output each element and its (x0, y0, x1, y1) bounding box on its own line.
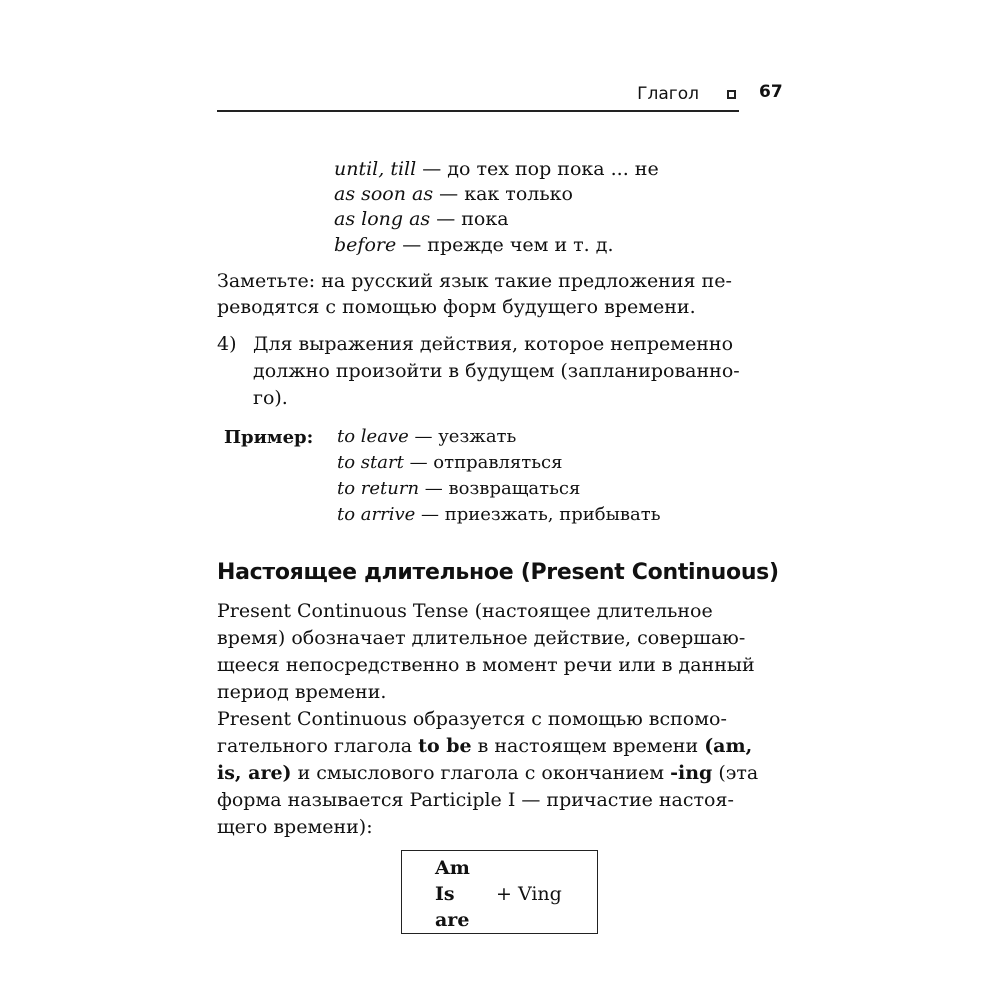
text-run: гательного глагола (217, 735, 419, 757)
example-item (337, 450, 562, 476)
paragraph-line: Present Continuous Tense (настоящее длительное (217, 600, 713, 622)
paragraph-line (217, 733, 752, 759)
running-title: Глагол (637, 84, 699, 104)
example-ru: — приезжать, прибывать (415, 504, 661, 525)
conjunction-item (334, 181, 573, 207)
square-bullet-icon (727, 90, 736, 99)
term-bold: to be (418, 735, 472, 757)
term-bold: (am, (704, 735, 753, 757)
example-item (337, 476, 580, 502)
paragraph-line: Present Continuous образуется с помощью вспомо- (217, 708, 727, 730)
point4-line: го). (253, 387, 288, 409)
section-heading: Настоящее длительное (Present Continuous) (217, 560, 779, 585)
term-bold: -ing (670, 762, 713, 784)
text-run: (эта (712, 762, 759, 784)
paragraph-line (217, 760, 758, 786)
example-label: Пример: (224, 427, 314, 448)
text-run: и смыслового глагола с окончанием (291, 762, 671, 784)
paragraph-line: форма называется Participle I — причастие настоя- (217, 789, 734, 811)
conjunction-en: until, till (334, 158, 417, 180)
conjunction-ru: — прежде чем и т. д. (396, 234, 614, 256)
formula-form: Is (435, 883, 455, 905)
point4-line: Для выражения действия, которое непременно (253, 333, 734, 355)
conjunction-item (334, 206, 509, 232)
example-ru: — уезжать (408, 426, 517, 447)
example-en: to arrive (337, 504, 416, 525)
formula-form: are (435, 909, 470, 931)
conjunction-ru: — как только (433, 183, 573, 205)
paragraph-line: щего времени): (217, 816, 373, 838)
conjunction-en: as soon as (334, 183, 434, 205)
note-line: реводятся с помощью форм будущего времени. (217, 296, 696, 318)
example-en: to leave (337, 426, 409, 447)
paragraph-line: щееся непосредственно в момент речи или в данный (217, 654, 755, 676)
example-item (337, 424, 516, 450)
list-number: 4) (217, 333, 237, 355)
example-en: to return (337, 478, 420, 499)
conjunction-en: before (334, 234, 397, 256)
conjunction-ru: — пока (430, 208, 509, 230)
conjunction-ru: — до тех пор пока ... не (416, 158, 659, 180)
conjunction-en: as long as (334, 208, 431, 230)
formula-plus-ving: + Ving (496, 883, 562, 905)
point4-line: должно произойти в будущем (запланированно- (253, 360, 740, 382)
example-ru: — отправляться (403, 452, 563, 473)
note-line: Заметьте: на русский язык такие предложения пе- (217, 270, 732, 292)
conjunction-item (334, 156, 659, 182)
text-run: в настоящем времени (471, 735, 705, 757)
conjunction-item (334, 232, 614, 258)
formula-box (401, 850, 598, 934)
page-number: 67 (759, 82, 783, 102)
page-header (217, 76, 783, 112)
example-en: to start (337, 452, 404, 473)
example-item (337, 502, 661, 528)
paragraph-line: время) обозначает длительное действие, совершаю- (217, 627, 746, 649)
paragraph-line: период времени. (217, 681, 387, 703)
formula-form: Am (435, 857, 470, 879)
example-ru: — возвращаться (419, 478, 581, 499)
term-bold: is, are) (217, 762, 292, 784)
